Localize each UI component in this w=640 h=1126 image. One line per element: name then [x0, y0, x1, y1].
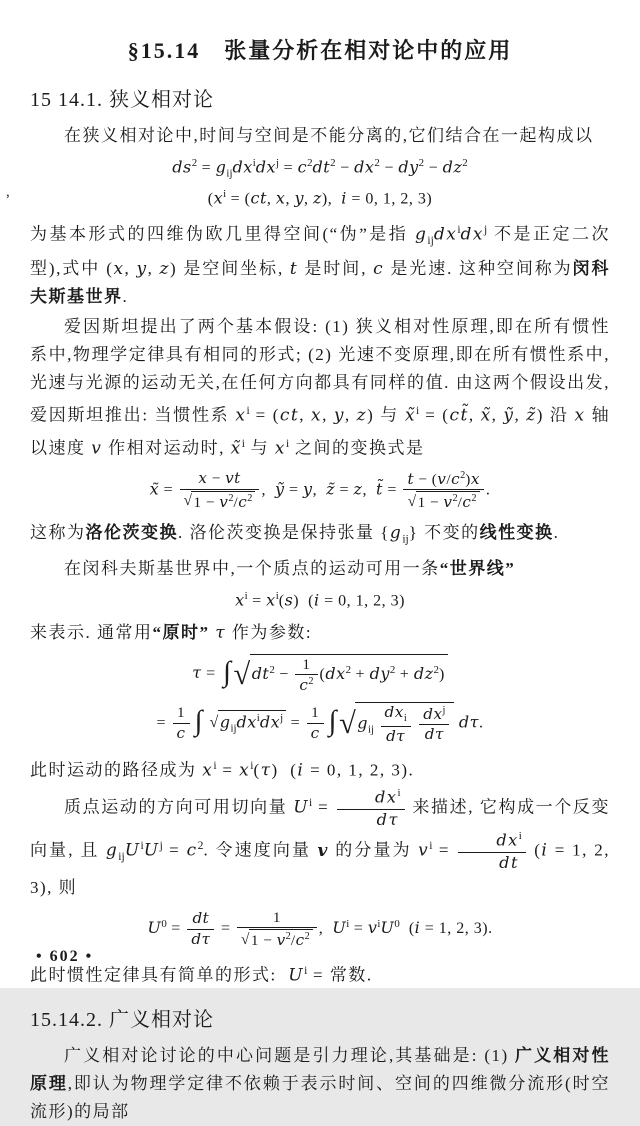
paragraph-tangent-vector: 质点运动的方向可用切向量 $U^i$ = $\frac{dx^i}{d\tau}$ 来描述, 它构成一个反变向量, 且 $g_{ij}U^iU^j = c^2$. 令速度向量 v 的分量为 $v^i$ = $\frac{dx^i}{dt}$ (i = 1, 2, 3), 则 [30, 786, 611, 897]
heading-special-relativity: 15 14.1. 狭义相对论 [30, 89, 214, 111]
paragraph-pseudo-euclidean: 为基本形式的四维伪欧几里得空间(“伪”是指 $g_{ij}dx^idx^j$ 不是正定二次型),式中 (x, y, z) 是空间坐标, t 是时间, c 是光速. 这种空间称为闵科夫斯基世界. [30, 223, 611, 307]
scan-artifact: , [6, 184, 10, 200]
formula-proper-time-integral-2: = $\frac{1}{c}$ ∫ $√g_{ij}dx^idx^j$ = $\frac{1}{c}$ $\int√g_{ij}$ $\frac{dx_i}{d\tau}$ $\frac{dx^j}{d\tau}$ dτ. [156, 702, 484, 745]
paragraph-inertia-law: 此时惯性定律具有简单的形式: $U^i$ = 常数. [30, 963, 373, 986]
heading-general-relativity: 15.14.2. 广义相对论 [30, 1009, 214, 1032]
formula-lorentz-transform: x̃ = $\frac{x - vt}{√1 - v^2/c^2}$ , ỹ = y, z̃ = z, t̃ = $\frac{t - (v/c^2)x}{√1 - v^2/c^2}$ . [149, 469, 491, 512]
formula-world-line: $x^i = x^i(s) (i = 0$, 1, 2, 3) [235, 590, 405, 610]
paragraph-proper-time: 来表示. 通常用“原时” τ 作为参数: [30, 622, 313, 643]
paragraph-einstein-postulates: 爱因斯坦提出了两个基本假设: (1) 狭义相对性原理,即在所有惯性系中,物理学定律具有相同的形式; (2) 光速不变原理,即在所有惯性系中,光速与光源的运动无关,在任何方向都具有同样的值. 由这两个假设出发,爱因斯坦推出: 当惯性系 $x^i = (ct$, x, y, z) 与 x̃$^i$ = (ct̃, x̃, ỹ, z̃) 沿 x 轴以速度 v 作相对运动时, x̃$^i$ 与 $x^i$ 之间的变换式是 [30, 317, 611, 459]
formula-proper-time-integral: $\tau = \int√dt^2$ − $\frac{1}{c^2}$ $(dx^2 + dy^2 + dz^2)$ [30, 654, 610, 695]
paragraph-intro: 在狭义相对论中,时间与空间是不能分离的,它们结合在一起构成以 [64, 126, 594, 145]
page-number: • 602 • [36, 948, 94, 965]
formula-metric: $ds^2 = g_{ij}dx^idx^j = c^2dt^2 - dx^2 - dy^2 - dz^2$ [172, 157, 468, 180]
paragraph-general-relativity: 广义相对论讨论的中心问题是引力理论,其基础是: (1) 广义相对性原理,即认为物理学定律不依赖于表示时间、空间的四维微分流形(时空流形)的局部 [30, 1046, 611, 1122]
paragraph-world-line: 在闵科夫斯基世界中,一个质点的运动可用一条“世界线” [64, 559, 516, 579]
formula-coordinates: ($x^i = (ct$, x, y, z), i = 0, 1, 2, 3) [207, 188, 433, 208]
section-title: §15.14 张量分析在相对论中的应用 [127, 38, 513, 63]
paragraph-lorentz-definition: 这称为洛伦茨变换. 洛伦茨变换是保持张量 $\{g_{ij}\}$ 不变的线性变换. [30, 522, 560, 546]
paragraph-motion-path: 此时运动的路径成为 $x^i = x^i(\tau) (i = 0$, 1, 2, 3). [30, 758, 415, 781]
formula-four-velocity: $U^0$ = $\frac{dt}{d\tau}$ = $\frac{1}{√1 - v^2/c^2}$ , $U^i = v^iU^0$ (i = 1, 2, 3). [147, 908, 493, 950]
